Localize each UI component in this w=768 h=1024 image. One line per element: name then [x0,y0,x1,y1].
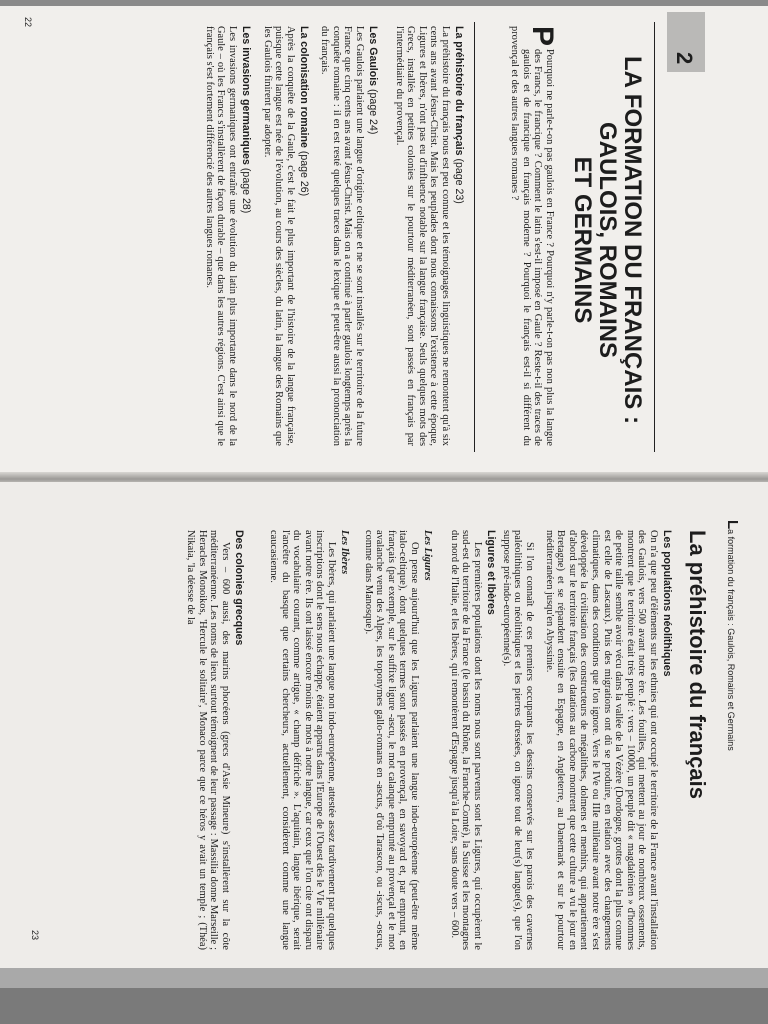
scan-edge-bottom [0,968,768,988]
heading-colonies-grecques: Des colonies grecques [233,530,245,646]
summary-heading-gaulois: Les Gaulois (page 24) [367,26,379,135]
text-iberes: Les Ibères, qui parlaient une langue non indo-européenne, attestée assez tardivement par quelques inscriptions dont le sens nous échappe, étaient apparus dans l'Europe de l'Ouest dès le VIe millénaire avant notre ère. Ils ont laissé encore moins de mots à notre langue, car ceux que l'on cite ont disparu du vocabulaire courant, comme artigue, « champ défriché ». L'aquitain, langue ibérique, serait l'ancêtre du basque que certains chercheurs, actuellement, considèrent comme une langue caucasienne. [268,530,337,950]
text-ligures: On pense aujourd'hui que les Ligures parlaient une langue indo-européenne (peut-être même italo-celtique), dont quelques termes sont passés en provençal, en savoyard et, par emprunt, en français (par exemple, sur le suffixe ligure -ascu, le mot calanque emprunté au provençal et le mot avalanche venu des Alpes, les toponymes gallo-romans en -ascus, d'où Tarascon, ou -iscus, -oscus, comme dans Manosque). [362,530,420,950]
chapter-intro-text: Pourquoi ne parle-t-on pas gaulois en France ? Pourquoi n'y parle-t-on pas non plus la langue des Francs, le francique ? Comment le latin s'est-il imposé en Gaule ? Reste-t-il des traces de gaulois et de francique en français moderne ? Pourquoi le français est-il si différent du provençal et des autres langues romanes ? [509,26,555,446]
chapter-number: 2 [672,52,697,67]
chapter-title-line-2: GAULOIS, ROMAINS [594,121,621,358]
summary-box-rule [474,22,475,452]
page-number-22: 22 [23,17,33,28]
summary-text-colonisation: Après la conquête de la Gaule, c'est le fait le plus important de l'histoire de la langue française, puisque cette langue est née de l'évolution, au cours des siècles, du latin, la langue des Romains que les Gaulois finirent par adopter. [261,26,296,446]
chapter-title-line-1: LA FORMATION DU FRANÇAIS : [619,56,646,424]
summary-heading-colonisation: La colonisation romaine (page 26) [298,26,310,197]
text-populations: On n'a que peu d'éléments sur les ethnies qui ont occupé le territoire de la France avant l'installation des Gaulois, vers 500 avant notre ère. Les fouilles, qui mettent au jour de nombreux ossements, montrent que le territoire était très peuplé : vers – 10000, un peuple dit « magdalénien » d'hommes de petite taille semble avoir vécu dans la vallée de la Vézère (Dordogne, grottes dont la plus connue est celle de Lascaux). Puis des migrations ont dû se produire, en relation avec des changements climatiques, dans des conditions que l'on ignore. Vers le IVe ou IIIe millénaire avant notre ère s'est développée la civilisation des constructeurs de mégalithes, dolmens et menhirs, qui appartiennent d'abord sur le territoire français (les datations au carbone montrent que cette culture a vu le jour en Bretagne) et se répandent ensuite en Espagne, en Angleterre, au Danemark et sur le pourtour méditerranéen jusqu'en Abyssinie. [543,530,659,950]
summary-text-invasions: Les invasions germaniques ont entraîné une évolution du latin plus importante dans le nord de la Gaule – où les Francs s'installèrent de façon durable – que dans les autres régions. C'est ainsi que le français s'est fortement différencié des autres langues romanes. [203,26,238,446]
text-populations-2: Si l'on connaît de ces premiers occupants les dessins conservés sur les parois des cavernes paléolithiques ou néolithiques et les pierres dressées, on ignore tout de leur(s) langue(s), que l'on suppose pré-indo-européenne(s). [500,530,535,950]
text-colonies-grecques: Vers – 600 aussi, des marins phocéens (grecs d'Asie Mineure) s'installèrent sur la côte méditerranéenne. Les noms de lieux surtout témoignent de leur passage : Massilia donne Marseille ; Heracles Monoikos, 'Hercule le solitaire', Monaco parce que ce héros y avait un temple ; (Théa) Nikaia, 'la déesse de la [185,530,231,950]
subheading-ligures: Les Ligures [422,530,433,581]
summary-text-gaulois: Les Gaulois parlaient une langue d'origine celtique et ne se sont installés sur le territoire de la future France que cinq cents ans avant Jésus-Christ. Mais on a continué à parler gaulois longtemps après la conquête romaine : il en est resté quelques traces dans le lexique et peut-être aussi la prononciation du français. [319,26,365,446]
page-23-content [15,490,745,965]
title-rule [654,22,655,452]
summary-text-prehistoire: La préhistoire du français nous est peu connue et les témoignages linguistiques ne remontent qu'à six cents ans avant Jésus-Christ. Mais les peuplades dont nous connaissons l'existence à cette époque, Ligures et Ibères, n'ont pas eu d'influence notable sur la langue française. Seuls quelques mots des Grecs, installés en petites colonies sur le pourtour méditerranéen, sont passés en français par l'intermédiaire du provençal. [393,26,451,446]
drop-cap: P [526,26,559,47]
summary-heading-invasions: Les invasions germaniques (page 28) [240,26,252,214]
summary-heading-prehistoire: La préhistoire du français (page 23) [453,26,465,204]
page-number-23: 23 [30,930,40,941]
chapter-title [570,30,645,450]
chapter-title-line-3: ET GERMAINS [569,156,596,324]
chapter-intro [509,26,559,446]
section-title: La préhistoire du français [685,530,710,799]
subheading-iberes: Les Ibères [339,530,350,575]
page-22-content [15,12,705,472]
text-ligures-iberes: Les premières populations dont les noms nous sont parvenus sont les Ligures, qui occupèrent le sud-est du territoire de la France (le bassin du Rhône, la Franche-Comté), la Suisse et les montagnes du nord de l'Italie, et les Ibères, qui remontèrent d'Espagne jusqu'à la Loire, sans doute vers – 600. [448,530,483,950]
running-head: La formation du français : Gaulois, Romains et Germains [724,520,741,751]
heading-populations: Les populations néolithiques [661,530,673,677]
heading-ligures-iberes: Ligures et Ibères [485,530,497,615]
